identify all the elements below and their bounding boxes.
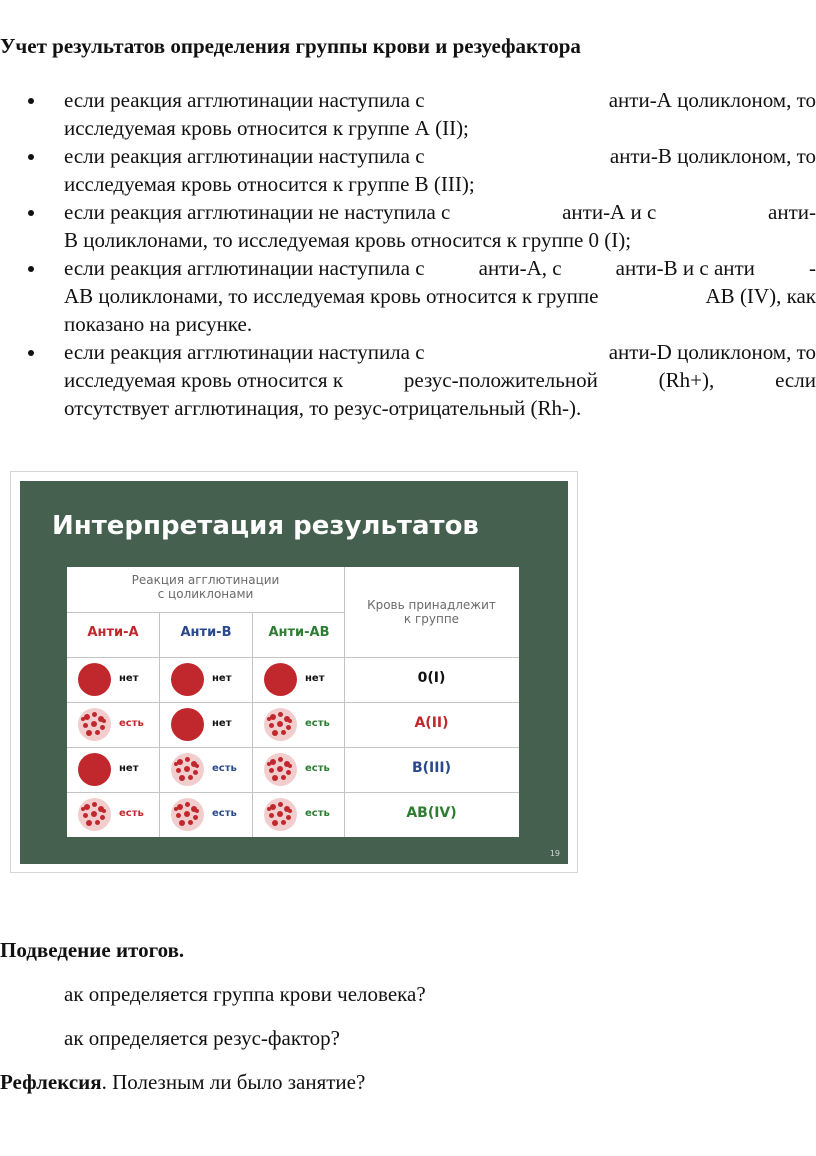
agglutinated-blood-icon <box>171 753 204 786</box>
rule-line <box>64 114 816 142</box>
summary-question-2: ак определяется резус-фактор? <box>64 1026 341 1050</box>
bullet-dot-icon <box>28 98 34 104</box>
rule-line <box>64 198 816 226</box>
blood-group-result: A(II) <box>414 715 449 731</box>
rule-item <box>28 254 816 338</box>
blood-group-result: AB(IV) <box>406 805 457 821</box>
reaction-cell <box>253 747 345 792</box>
rule-line <box>64 254 816 282</box>
reflection-label: Рефлексия <box>0 1070 102 1094</box>
blood-drop-icon <box>78 663 111 696</box>
reaction-label: нет <box>212 673 232 684</box>
blood-drop-icon <box>171 708 204 741</box>
reaction-label: есть <box>212 763 237 774</box>
blood-drop-icon <box>264 663 297 696</box>
rule-text: показано на рисунке. <box>64 312 253 336</box>
rule-text: анти-А, с <box>478 256 562 280</box>
rule-item <box>28 198 816 254</box>
rule-line <box>64 310 816 338</box>
bullet-dot-icon <box>28 350 34 356</box>
summary-heading: Подведение итогов. <box>0 938 185 962</box>
agglutinated-blood-icon <box>264 753 297 786</box>
rule-line <box>64 86 816 114</box>
document-title: Учет результатов определения группы крови и резуефактора <box>0 34 581 58</box>
reaction-cell <box>253 702 345 747</box>
agglutinated-blood-icon <box>78 798 111 831</box>
rule-text: исследуемая кровь относится к <box>64 368 344 392</box>
reaction-cell <box>160 702 252 747</box>
rule-line <box>64 282 816 310</box>
slide-image <box>20 481 568 864</box>
column-header: Анти-АВ <box>268 625 330 640</box>
rule-text: анти- <box>768 200 816 224</box>
reflection-text: . Полезным ли было занятие? <box>101 1070 366 1094</box>
rule-item <box>28 86 816 142</box>
agglutinated-blood-icon <box>264 798 297 831</box>
reaction-label: есть <box>119 808 144 819</box>
rules-list <box>28 86 816 422</box>
results-table <box>67 567 519 837</box>
rule-text: анти-А и с <box>562 200 657 224</box>
slide-title: Интерпретация результатов <box>52 511 479 541</box>
rule-text: анти-В цоликлоном, то <box>609 144 816 168</box>
reaction-cell <box>67 702 159 747</box>
rule-item <box>28 338 816 422</box>
rule-line <box>64 170 816 198</box>
reaction-cell <box>67 747 159 792</box>
header-reaction: Реакция агглютинации с цоликлонами <box>131 573 280 601</box>
rule-text: отсутствует агглютинация, то резус-отрицательный (Rh-). <box>64 396 582 420</box>
rule-line <box>64 366 816 394</box>
rule-text: если реакция агглютинации наступила с <box>64 340 425 364</box>
rule-text: если реакция агглютинации наступила с <box>64 144 425 168</box>
reaction-label: есть <box>305 808 330 819</box>
rule-text: исследуемая кровь относится к группе В (III); <box>64 172 475 196</box>
agglutinated-blood-icon <box>171 798 204 831</box>
agglutinated-blood-icon <box>264 708 297 741</box>
reaction-cell <box>253 792 345 837</box>
reaction-label: есть <box>305 763 330 774</box>
rule-line <box>64 338 816 366</box>
rule-text: анти-А цоликлоном, то <box>608 88 816 112</box>
rule-text: (Rh+), <box>658 368 715 392</box>
rule-text: если реакция агглютинации наступила с <box>64 256 425 280</box>
blood-drop-icon <box>78 753 111 786</box>
reaction-label: есть <box>212 808 237 819</box>
reaction-cell <box>160 657 252 702</box>
reflection <box>0 1070 365 1095</box>
rule-text: - <box>808 256 816 280</box>
blood-drop-icon <box>171 663 204 696</box>
rule-text: АВ (IV), как <box>705 284 816 308</box>
rule-text: анти-В и с анти <box>615 256 755 280</box>
rule-text: В цоликлонами, то исследуемая кровь относится к группе 0 (I); <box>64 228 632 252</box>
summary-question-1: ак определяется группа крови человека? <box>64 982 426 1006</box>
column-header: Анти-В <box>180 625 232 640</box>
rule-line <box>64 394 816 422</box>
reaction-cell <box>160 792 252 837</box>
header-group: Кровь принадлежит к группе <box>367 598 496 626</box>
reaction-cell <box>253 657 345 702</box>
column-header: Анти-А <box>87 625 139 640</box>
bullet-dot-icon <box>28 154 34 160</box>
bullet-dot-icon <box>28 210 34 216</box>
rule-text: резус-положительной <box>403 368 598 392</box>
reaction-label: нет <box>119 673 139 684</box>
rule-text: анти-D цоликлоном, то <box>608 340 816 364</box>
blood-group-result: B(III) <box>411 760 452 776</box>
reaction-label: нет <box>305 673 325 684</box>
reaction-label: есть <box>119 718 144 729</box>
rule-text: АВ цоликлонами, то исследуемая кровь относится к группе <box>64 284 599 308</box>
reaction-label: нет <box>212 718 232 729</box>
reaction-label: есть <box>305 718 330 729</box>
rule-text: если <box>775 368 816 392</box>
rule-text: если реакция агглютинации не наступила с <box>64 200 451 224</box>
reaction-cell <box>67 792 159 837</box>
slide-page-number: 19 <box>549 849 560 858</box>
slide-image-frame <box>10 471 578 873</box>
agglutinated-blood-icon <box>78 708 111 741</box>
rule-line <box>64 226 816 254</box>
bullet-dot-icon <box>28 266 34 272</box>
reaction-cell <box>67 657 159 702</box>
rule-text: исследуемая кровь относится к группе А (II); <box>64 116 469 140</box>
reaction-label: нет <box>119 763 139 774</box>
reaction-cell <box>160 747 252 792</box>
rule-text: если реакция агглютинации наступила с <box>64 88 425 112</box>
rule-line <box>64 142 816 170</box>
rule-item <box>28 142 816 198</box>
blood-group-result: 0(I) <box>417 670 446 686</box>
